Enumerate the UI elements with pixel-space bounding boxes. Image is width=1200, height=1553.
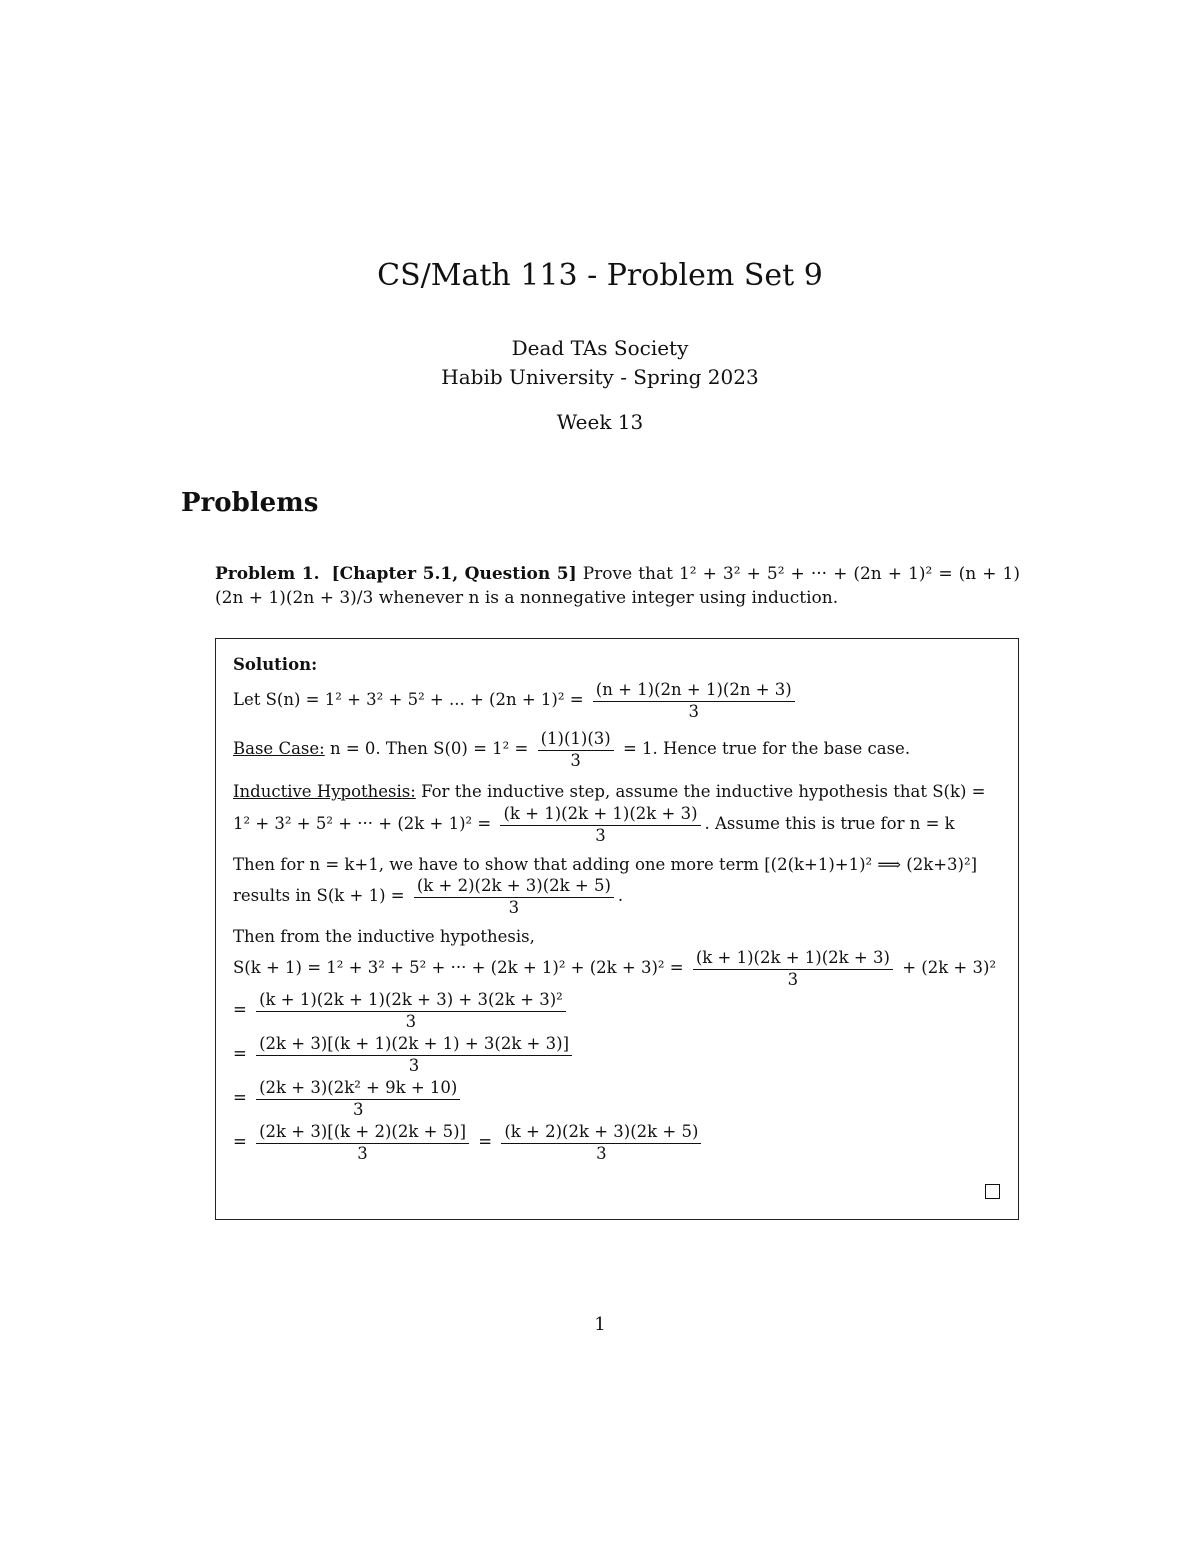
inductive-hypothesis-label: Inductive Hypothesis:	[233, 782, 416, 801]
solution-label: Solution:	[233, 655, 318, 674]
step-4-numerator: (2k + 3)[(k + 2)(2k + 5)]	[256, 1121, 469, 1144]
inductive-hypothesis-line	[233, 782, 985, 801]
results-fraction	[414, 875, 614, 918]
step-3-denominator: 3	[352, 1100, 364, 1119]
institution: Habib University - Spring 2023	[441, 365, 759, 389]
ih-denominator: 3	[595, 826, 606, 845]
page-number: 1	[594, 1314, 606, 1335]
step-4-denominator: 3	[357, 1144, 368, 1163]
section-heading: Problems	[181, 488, 319, 518]
step-1-denominator: 3	[405, 1012, 417, 1031]
step-2-equals: =	[233, 1044, 247, 1063]
ih-fraction	[500, 803, 700, 846]
then-from-line: Then from the inductive hypothesis,	[233, 927, 535, 946]
step-3-fraction	[256, 1077, 460, 1120]
let-line	[233, 679, 799, 722]
inductive-hypothesis-text: For the inductive step, assume the inductive hypothesis that S(k) =	[421, 782, 986, 801]
step-4-fraction-b	[501, 1121, 701, 1164]
inductive-hypothesis-line-2	[233, 803, 955, 846]
sk1-suffix: + (2k + 3)²	[902, 958, 997, 977]
step-4-line	[233, 1121, 705, 1164]
results-prefix: results in S(k + 1) =	[233, 886, 405, 905]
sk1-prefix: S(k + 1) = 1² + 3² + 5² + ··· + (2k + 1)² + (2k + 3)² =	[233, 958, 684, 977]
base-fraction	[538, 728, 614, 771]
problem-text: Prove that 1² + 3² + 5² + ··· + (2n + 1)² = (n + 1)(2n + 1)(2n + 3)/3 whenever n is a nonnegative integer using induction.	[215, 564, 1020, 608]
step-2-denominator: 3	[408, 1056, 420, 1075]
results-line: results in S(k + 1) = $\frac{(k + 2)(2k + 3)(2k + 5)}{3}$ .	[233, 876, 624, 917]
let-fraction	[593, 679, 795, 722]
step-3-numerator: (2k + 3)(2k² + 9k + 10)	[256, 1077, 460, 1100]
results-numerator: (k + 2)(2k + 3)(2k + 5)	[414, 875, 614, 898]
qed-square-icon	[985, 1184, 1000, 1199]
base-case-label: Base Case:	[233, 739, 325, 758]
step-3-equals: =	[233, 1088, 247, 1107]
step-4-equals: =	[233, 1132, 247, 1151]
base-numerator: (1)(1)(3)	[538, 728, 614, 751]
step-2-line	[233, 1033, 576, 1076]
step-4-fraction	[256, 1121, 469, 1164]
sk1-numerator: (k + 1)(2k + 1)(2k + 3)	[693, 947, 893, 970]
sk1-denominator: 3	[787, 970, 799, 989]
step-1-fraction	[256, 989, 566, 1032]
step-4-denominator-b: 3	[596, 1144, 607, 1163]
sk1-line	[233, 947, 996, 990]
step-3-line	[233, 1077, 464, 1120]
let-denominator: 3	[688, 702, 700, 721]
let-prefix: Let S(n) = 1² + 3² + 5² + ... + (2n + 1)² =	[233, 690, 584, 709]
results-denominator: 3	[508, 898, 520, 917]
step-2-fraction	[256, 1033, 572, 1076]
base-case-suffix: = 1. Hence true for the base case.	[622, 739, 911, 758]
sk1-fraction	[693, 947, 893, 990]
document-title: CS/Math 113 - Problem Set 9	[377, 258, 823, 293]
ih-suffix: . Assume this is true for n = k	[704, 814, 955, 833]
step-1-numerator: (k + 1)(2k + 1)(2k + 3) + 3(2k + 3)²	[256, 989, 566, 1012]
solution-box	[215, 638, 1019, 1220]
week: Week 13	[556, 410, 644, 434]
step-4-equals-b: =	[478, 1132, 493, 1151]
problem-source: [Chapter 5.1, Question 5]	[331, 564, 577, 584]
step-1-line	[233, 989, 570, 1032]
base-case-text: n = 0. Then S(0) = 1² =	[329, 739, 529, 758]
step-2-numerator: (2k + 3)[(k + 1)(2k + 1) + 3(2k + 3)]	[256, 1033, 572, 1056]
ih-numerator: (k + 1)(2k + 1)(2k + 3)	[500, 803, 700, 826]
then-line: Then for n = k+1, we have to show that adding one more term [(2(k+1)+1)² ⟹ (2k+3)²]	[233, 855, 978, 874]
problem-statement	[215, 562, 1020, 610]
step-4-numerator-b: (k + 2)(2k + 3)(2k + 5)	[501, 1121, 701, 1144]
author: Dead TAs Society	[511, 336, 689, 360]
step-1-equals: =	[233, 1000, 247, 1019]
problem-label: Problem 1.	[215, 564, 320, 584]
let-numerator: (n + 1)(2n + 1)(2n + 3)	[593, 679, 795, 702]
ih-line2-text: 1² + 3² + 5² + ··· + (2k + 1)² =	[233, 814, 492, 833]
base-denominator: 3	[570, 751, 581, 770]
base-case-line	[233, 728, 910, 771]
